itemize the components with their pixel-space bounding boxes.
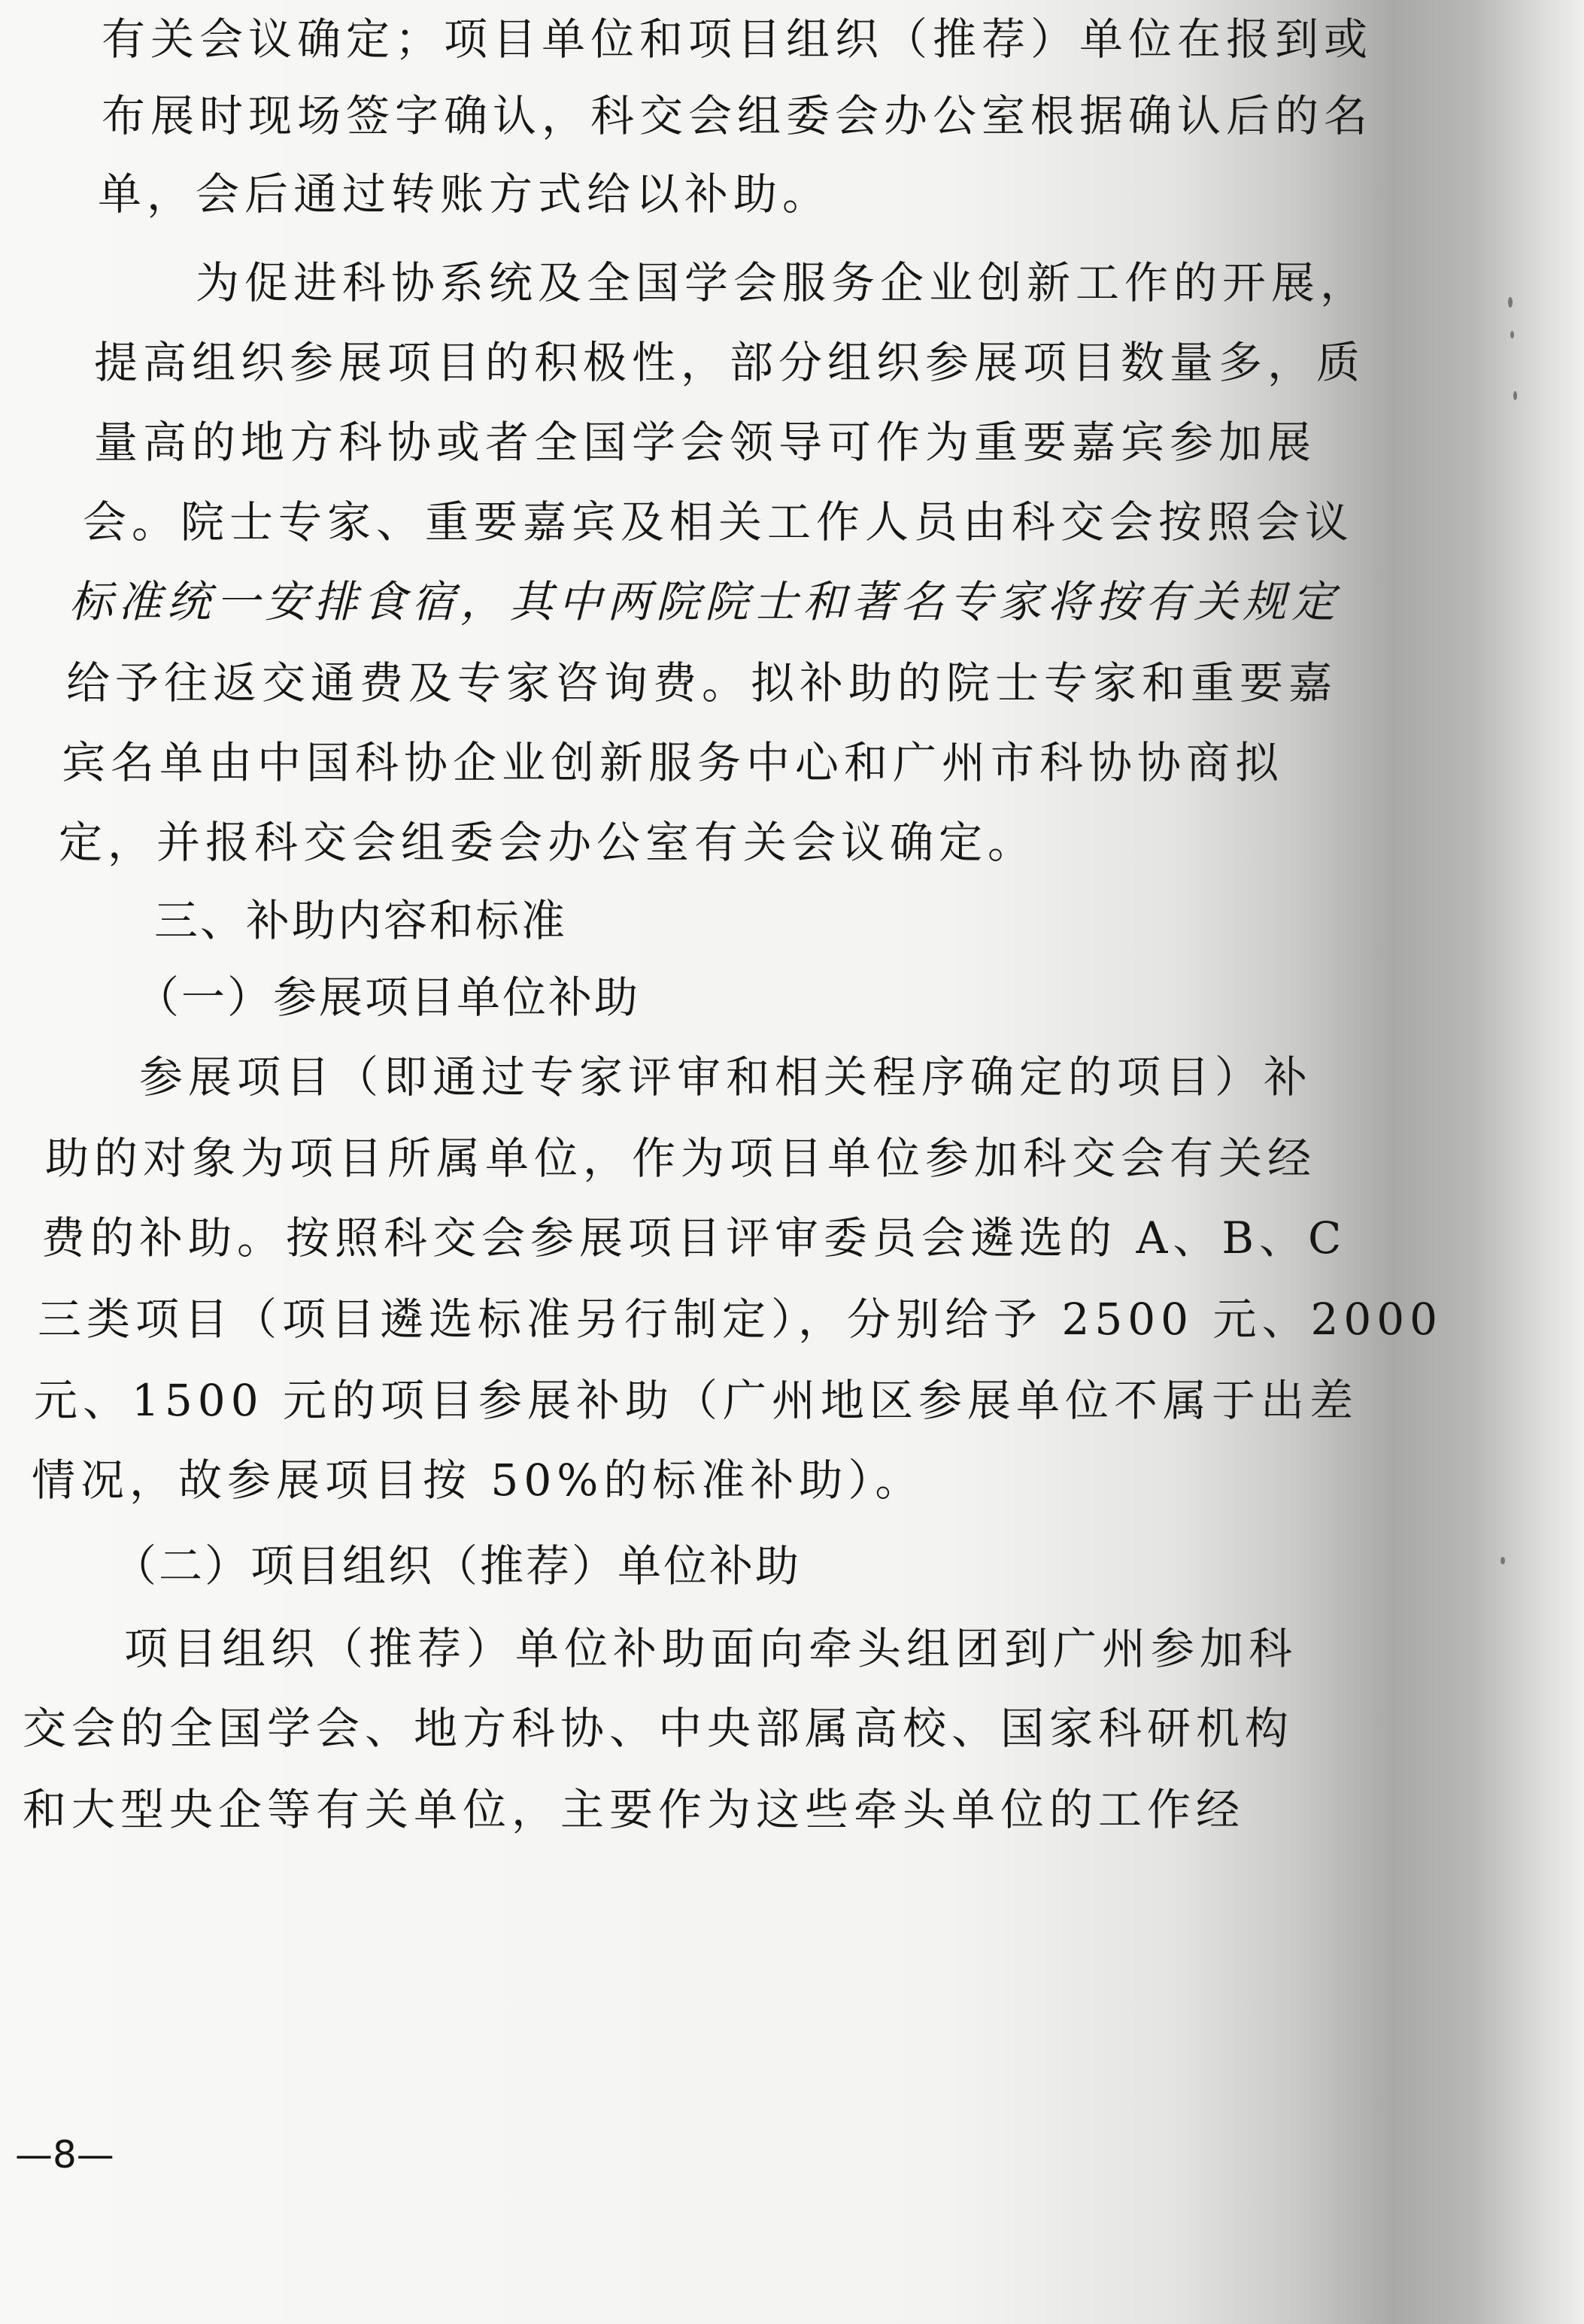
scan-speck <box>1501 1557 1505 1564</box>
scan-speck <box>1508 297 1513 308</box>
subsection-heading: （二）项目组织（推荐）单位补助 <box>113 1540 802 1591</box>
text-line: 宾名单由中国科协企业创新服务中心和广州市科协协商拟 <box>62 737 1285 788</box>
text-line: 有关会议确定；项目单位和项目组织（推荐）单位在报到或 <box>102 14 1373 65</box>
subsection-heading: （一）参展项目单位补助 <box>135 972 641 1023</box>
text-line: 情况，故参展项目按 50%的标准补助）。 <box>32 1455 924 1506</box>
text-line: 为促进科协系统及全国学会服务企业创新工作的开展， <box>196 257 1370 308</box>
text-line: 参展项目（即通过专家评审和相关程序确定的项目）补 <box>139 1051 1313 1103</box>
text-line: 元、1500 元的项目参展补助（广州地区参展单位不属于出差 <box>34 1375 1359 1426</box>
text-line: 三类项目（项目遴选标准另行制定），分别给予 2500 元、2000 <box>38 1294 1443 1345</box>
text-line: 交会的全国学会、地方科协、中央部属高校、国家科研机构 <box>23 1703 1294 1754</box>
text-line: 布展时现场签字确认，科交会组委会办公室根据确认后的名 <box>102 90 1373 141</box>
text-line: 标准统一安排食宿，其中两院院士和著名专家将按有关规定 <box>69 576 1341 627</box>
text-line: 助的对象为项目所属单位，作为项目单位参加科交会有关经 <box>45 1133 1317 1184</box>
page-number: —8— <box>15 2133 114 2177</box>
text-line: 提高组织参展项目的积极性，部分组织参展项目数量多，质 <box>94 337 1366 388</box>
text-line: 单，会后通过转账方式给以补助。 <box>98 168 832 220</box>
scan-speck <box>1510 331 1514 338</box>
text-line: 定，并报科交会组委会办公室有关会议确定。 <box>59 817 1037 868</box>
text-line: 项目组织（推荐）单位补助面向牵头组团到广州参加科 <box>124 1623 1298 1674</box>
text-line: 量高的地方科协或者全国学会领导可作为重要嘉宾参加展 <box>94 417 1317 468</box>
section-heading: 三、补助内容和标准 <box>154 895 568 946</box>
text-line: 和大型央企等有关单位，主要作为这些牵头单位的工作经 <box>23 1784 1246 1835</box>
scan-speck <box>1513 391 1517 400</box>
text-line: 给予往返交通费及专家咨询费。拟补助的院士专家和重要嘉 <box>66 657 1338 708</box>
text-line: 会。院士专家、重要嘉宾及相关工作人员由科交会按照会议 <box>83 496 1355 548</box>
text-line: 费的补助。按照科交会参展项目评审委员会遴选的 A、B、C <box>41 1212 1347 1264</box>
